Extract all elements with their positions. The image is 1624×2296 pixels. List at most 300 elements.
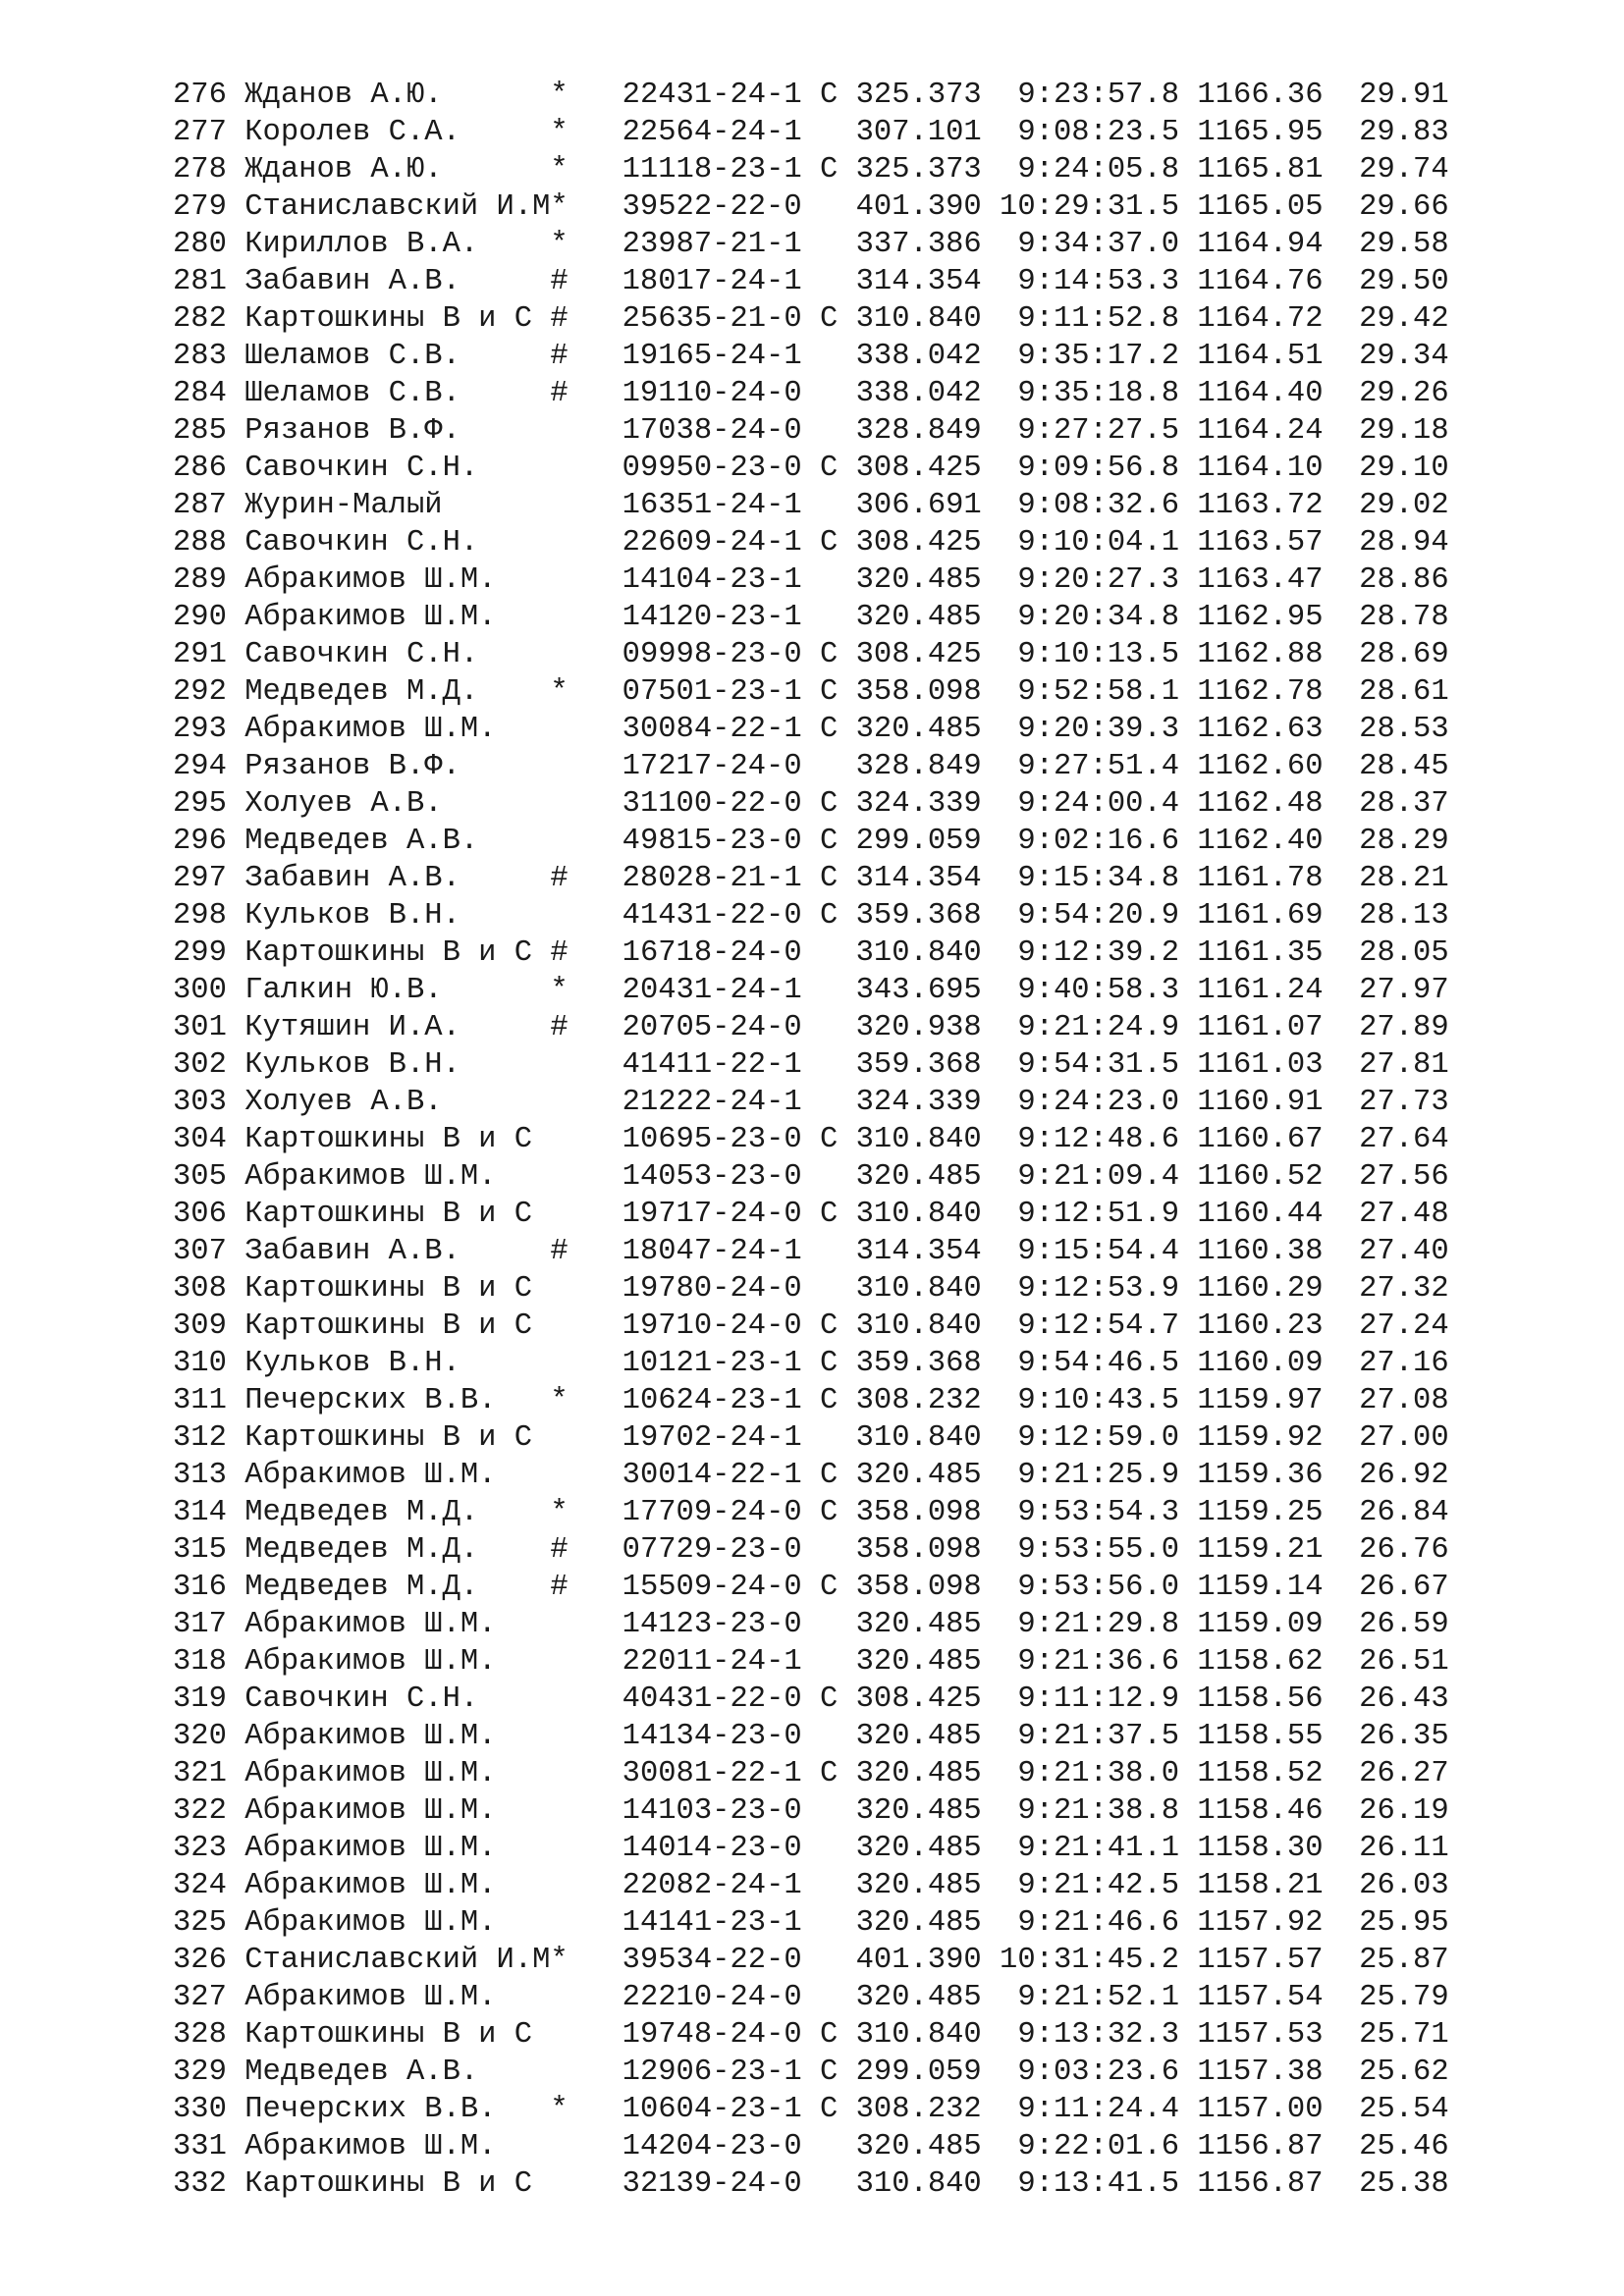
- category-flag: С: [819, 638, 839, 671]
- ring-number: 22431-24-1: [622, 79, 802, 112]
- speed: 1161.35: [1197, 936, 1324, 970]
- arrival-time: 9:54:20.9: [1017, 899, 1180, 933]
- fancier-name: Холуев А.В.: [244, 787, 443, 821]
- points: 29.83: [1359, 116, 1449, 149]
- place-number: 325: [173, 1906, 227, 1940]
- speed: 1158.62: [1197, 1645, 1324, 1679]
- distance: 325.373: [855, 153, 982, 187]
- place-number: 279: [173, 190, 227, 224]
- points: 29.18: [1359, 414, 1449, 448]
- points: 29.26: [1359, 377, 1449, 410]
- fancier-name: Рязанов В.Ф.: [244, 750, 460, 783]
- table-row: [173, 1792, 1449, 1830]
- points: 27.81: [1359, 1048, 1449, 1082]
- points: 25.71: [1359, 2018, 1449, 2052]
- place-number: 315: [173, 1533, 227, 1567]
- arrival-time: 9:12:51.9: [1017, 1198, 1180, 1231]
- arrival-time: 9:03:23.6: [1017, 2056, 1180, 2089]
- points: 25.87: [1359, 1944, 1449, 1977]
- speed: 1160.44: [1197, 1198, 1324, 1231]
- fancier-name: Забавин А.В.: [244, 862, 460, 895]
- place-number: 287: [173, 489, 227, 522]
- arrival-time: 9:12:54.7: [1017, 1309, 1180, 1343]
- table-row: [173, 412, 1449, 450]
- speed: 1159.36: [1197, 1459, 1324, 1492]
- ring-number: 14104-23-1: [622, 563, 802, 597]
- category-flag: С: [819, 2093, 839, 2126]
- place-number: 304: [173, 1123, 227, 1156]
- speed: 1160.91: [1197, 1086, 1324, 1119]
- arrival-time: 9:13:32.3: [1017, 2018, 1180, 2052]
- arrival-time: 9:02:16.6: [1017, 825, 1180, 858]
- ring-number: 23987-21-1: [622, 228, 802, 261]
- place-number: 313: [173, 1459, 227, 1492]
- ring-number: 07729-23-0: [622, 1533, 802, 1567]
- table-row: [173, 1196, 1449, 1233]
- speed: 1165.05: [1197, 190, 1324, 224]
- points: 27.08: [1359, 1384, 1449, 1417]
- table-row: [173, 1046, 1449, 1084]
- points: 28.53: [1359, 713, 1449, 746]
- fancier-name: Жданов А.Ю.: [244, 79, 443, 112]
- arrival-time: 9:20:39.3: [1017, 713, 1180, 746]
- arrival-time: 9:08:23.5: [1017, 116, 1180, 149]
- distance: 337.386: [855, 228, 982, 261]
- entry-mark: *: [550, 153, 568, 187]
- fancier-name: Савочкин С.Н.: [244, 1682, 479, 1716]
- fancier-name: Кутяшин И.А.: [244, 1011, 460, 1044]
- place-number: 307: [173, 1235, 227, 1268]
- distance: 308.232: [855, 1384, 982, 1417]
- distance: 359.368: [855, 899, 982, 933]
- fancier-name: Картошкины В и С: [244, 1198, 533, 1231]
- fancier-name: Картошкины В и С: [244, 1421, 533, 1455]
- distance: 324.339: [855, 787, 982, 821]
- distance: 310.840: [855, 2167, 982, 2201]
- place-number: 295: [173, 787, 227, 821]
- fancier-name: Рязанов В.Ф.: [244, 414, 460, 448]
- distance: 307.101: [855, 116, 982, 149]
- table-row: [173, 77, 1449, 114]
- place-number: 306: [173, 1198, 227, 1231]
- ring-number: 14053-23-0: [622, 1160, 802, 1194]
- table-row: [173, 1569, 1449, 1606]
- table-row: [173, 1867, 1449, 1904]
- points: 26.84: [1359, 1496, 1449, 1529]
- fancier-name: Абракимов Ш.М.: [244, 1906, 497, 1940]
- category-flag: С: [819, 862, 839, 895]
- points: 26.19: [1359, 1794, 1449, 1828]
- points: 29.58: [1359, 228, 1449, 261]
- category-flag: С: [819, 2056, 839, 2089]
- distance: 299.059: [855, 2056, 982, 2089]
- table-row: [173, 785, 1449, 823]
- fancier-name: Картошкины В и С: [244, 1309, 533, 1343]
- fancier-name: Картошкины В и С: [244, 302, 533, 336]
- table-row: [173, 1158, 1449, 1196]
- arrival-time: 9:27:27.5: [1017, 414, 1180, 448]
- points: 27.56: [1359, 1160, 1449, 1194]
- speed: 1164.76: [1197, 265, 1324, 298]
- points: 27.00: [1359, 1421, 1449, 1455]
- entry-mark: *: [550, 675, 568, 709]
- table-row: [173, 599, 1449, 636]
- arrival-time: 9:21:46.6: [1017, 1906, 1180, 1940]
- points: 29.42: [1359, 302, 1449, 336]
- distance: 308.425: [855, 526, 982, 560]
- category-flag: С: [819, 1496, 839, 1529]
- place-number: 297: [173, 862, 227, 895]
- category-flag: С: [819, 1571, 839, 1604]
- ring-number: 14014-23-0: [622, 1832, 802, 1865]
- points: 27.32: [1359, 1272, 1449, 1306]
- table-row: [173, 1979, 1449, 2016]
- fancier-name: Жданов А.Ю.: [244, 153, 443, 187]
- place-number: 311: [173, 1384, 227, 1417]
- points: 29.50: [1359, 265, 1449, 298]
- place-number: 296: [173, 825, 227, 858]
- fancier-name: Абракимов Ш.М.: [244, 1981, 497, 2014]
- entry-mark: #: [550, 265, 568, 298]
- arrival-time: 9:53:56.0: [1017, 1571, 1180, 1604]
- ring-number: 25635-21-0: [622, 302, 802, 336]
- place-number: 284: [173, 377, 227, 410]
- ring-number: 17038-24-0: [622, 414, 802, 448]
- ring-number: 07501-23-1: [622, 675, 802, 709]
- place-number: 323: [173, 1832, 227, 1865]
- speed: 1162.88: [1197, 638, 1324, 671]
- table-row: [173, 1681, 1449, 1718]
- entry-mark: *: [550, 190, 568, 224]
- place-number: 312: [173, 1421, 227, 1455]
- distance: 320.485: [855, 1869, 982, 1902]
- speed: 1162.78: [1197, 675, 1324, 709]
- arrival-time: 9:15:54.4: [1017, 1235, 1180, 1268]
- ring-number: 16351-24-1: [622, 489, 802, 522]
- arrival-time: 9:21:25.9: [1017, 1459, 1180, 1492]
- distance: 324.339: [855, 1086, 982, 1119]
- place-number: 302: [173, 1048, 227, 1082]
- fancier-name: Печерских В.В.: [244, 2093, 497, 2126]
- fancier-name: Медведев М.Д.: [244, 675, 479, 709]
- category-flag: С: [819, 153, 839, 187]
- points: 28.37: [1359, 787, 1449, 821]
- place-number: 308: [173, 1272, 227, 1306]
- points: 26.67: [1359, 1571, 1449, 1604]
- fancier-name: Абракимов Ш.М.: [244, 1459, 497, 1492]
- distance: 308.232: [855, 2093, 982, 2126]
- speed: 1159.97: [1197, 1384, 1324, 1417]
- place-number: 286: [173, 452, 227, 485]
- place-number: 290: [173, 601, 227, 634]
- distance: 310.840: [855, 1272, 982, 1306]
- place-number: 280: [173, 228, 227, 261]
- fancier-name: Савочкин С.Н.: [244, 526, 479, 560]
- speed: 1162.40: [1197, 825, 1324, 858]
- speed: 1158.55: [1197, 1720, 1324, 1753]
- distance: 320.485: [855, 1832, 982, 1865]
- table-row: [173, 1084, 1449, 1121]
- place-number: 316: [173, 1571, 227, 1604]
- speed: 1165.81: [1197, 153, 1324, 187]
- arrival-time: 9:53:54.3: [1017, 1496, 1180, 1529]
- speed: 1159.21: [1197, 1533, 1324, 1567]
- ring-number: 19165-24-1: [622, 340, 802, 373]
- table-row: [173, 1419, 1449, 1457]
- place-number: 305: [173, 1160, 227, 1194]
- fancier-name: Абракимов Ш.М.: [244, 1645, 497, 1679]
- points: 29.02: [1359, 489, 1449, 522]
- entry-mark: #: [550, 377, 568, 410]
- distance: 320.485: [855, 1720, 982, 1753]
- fancier-name: Абракимов Ш.М.: [244, 1794, 497, 1828]
- speed: 1160.67: [1197, 1123, 1324, 1156]
- arrival-time: 9:21:41.1: [1017, 1832, 1180, 1865]
- distance: 310.840: [855, 1198, 982, 1231]
- points: 27.24: [1359, 1309, 1449, 1343]
- points: 29.10: [1359, 452, 1449, 485]
- ring-number: 14141-23-1: [622, 1906, 802, 1940]
- distance: 310.840: [855, 302, 982, 336]
- arrival-time: 9:11:24.4: [1017, 2093, 1180, 2126]
- ring-number: 10624-23-1: [622, 1384, 802, 1417]
- arrival-time: 10:29:31.5: [1000, 190, 1180, 224]
- distance: 320.485: [855, 1160, 982, 1194]
- points: 27.16: [1359, 1347, 1449, 1380]
- points: 28.45: [1359, 750, 1449, 783]
- table-row: [173, 338, 1449, 375]
- entry-mark: *: [550, 974, 568, 1007]
- table-row: [173, 2128, 1449, 2165]
- category-flag: С: [819, 787, 839, 821]
- table-row: [173, 1121, 1449, 1158]
- table-row: [173, 1494, 1449, 1531]
- entry-mark: #: [550, 1235, 568, 1268]
- place-number: 318: [173, 1645, 227, 1679]
- table-row: [173, 375, 1449, 412]
- fancier-name: Холуев А.В.: [244, 1086, 443, 1119]
- points: 28.86: [1359, 563, 1449, 597]
- distance: 401.390: [855, 190, 982, 224]
- arrival-time: 9:24:05.8: [1017, 153, 1180, 187]
- speed: 1158.30: [1197, 1832, 1324, 1865]
- speed: 1161.78: [1197, 862, 1324, 895]
- results-table: [173, 77, 1449, 2203]
- place-number: 322: [173, 1794, 227, 1828]
- table-row: [173, 2165, 1449, 2203]
- distance: 314.354: [855, 265, 982, 298]
- points: 28.13: [1359, 899, 1449, 933]
- fancier-name: Абракимов Ш.М.: [244, 1832, 497, 1865]
- arrival-time: 9:12:59.0: [1017, 1421, 1180, 1455]
- ring-number: 31100-22-0: [622, 787, 802, 821]
- category-flag: С: [819, 1347, 839, 1380]
- ring-number: 19780-24-0: [622, 1272, 802, 1306]
- arrival-time: 9:35:18.8: [1017, 377, 1180, 410]
- table-row: [173, 636, 1449, 673]
- distance: 320.485: [855, 713, 982, 746]
- speed: 1157.53: [1197, 2018, 1324, 2052]
- place-number: 288: [173, 526, 227, 560]
- arrival-time: 9:14:53.3: [1017, 265, 1180, 298]
- distance: 310.840: [855, 2018, 982, 2052]
- category-flag: С: [819, 713, 839, 746]
- entry-mark: *: [550, 1496, 568, 1529]
- table-row: [173, 934, 1449, 972]
- place-number: 321: [173, 1757, 227, 1790]
- arrival-time: 9:24:23.0: [1017, 1086, 1180, 1119]
- place-number: 294: [173, 750, 227, 783]
- points: 26.43: [1359, 1682, 1449, 1716]
- place-number: 319: [173, 1682, 227, 1716]
- distance: 320.485: [855, 1981, 982, 2014]
- ring-number: 14103-23-0: [622, 1794, 802, 1828]
- distance: 325.373: [855, 79, 982, 112]
- distance: 320.485: [855, 1794, 982, 1828]
- fancier-name: Шеламов С.В.: [244, 377, 460, 410]
- table-row: [173, 450, 1449, 487]
- arrival-time: 9:13:41.5: [1017, 2167, 1180, 2201]
- speed: 1166.36: [1197, 79, 1324, 112]
- fancier-name: Картошкины В и С: [244, 2018, 533, 2052]
- speed: 1158.52: [1197, 1757, 1324, 1790]
- distance: 320.485: [855, 1459, 982, 1492]
- fancier-name: Абракимов Ш.М.: [244, 1720, 497, 1753]
- fancier-name: Савочкин С.Н.: [244, 452, 479, 485]
- arrival-time: 9:21:24.9: [1017, 1011, 1180, 1044]
- distance: 310.840: [855, 1309, 982, 1343]
- table-row: [173, 188, 1449, 226]
- ring-number: 22011-24-1: [622, 1645, 802, 1679]
- place-number: 301: [173, 1011, 227, 1044]
- fancier-name: Шеламов С.В.: [244, 340, 460, 373]
- distance: 328.849: [855, 414, 982, 448]
- points: 28.29: [1359, 825, 1449, 858]
- place-number: 331: [173, 2130, 227, 2163]
- category-flag: С: [819, 1757, 839, 1790]
- speed: 1159.92: [1197, 1421, 1324, 1455]
- fancier-name: Картошкины В и С: [244, 1272, 533, 1306]
- speed: 1164.51: [1197, 340, 1324, 373]
- category-flag: С: [819, 302, 839, 336]
- distance: 358.098: [855, 1533, 982, 1567]
- table-row: [173, 151, 1449, 188]
- table-row: [173, 972, 1449, 1009]
- ring-number: 39522-22-0: [622, 190, 802, 224]
- table-row: [173, 300, 1449, 338]
- speed: 1159.25: [1197, 1496, 1324, 1529]
- speed: 1163.57: [1197, 526, 1324, 560]
- table-row: [173, 263, 1449, 300]
- points: 28.05: [1359, 936, 1449, 970]
- arrival-time: 9:12:53.9: [1017, 1272, 1180, 1306]
- arrival-time: 9:20:27.3: [1017, 563, 1180, 597]
- category-flag: С: [819, 452, 839, 485]
- ring-number: 32139-24-0: [622, 2167, 802, 2201]
- ring-number: 14134-23-0: [622, 1720, 802, 1753]
- table-row: [173, 1904, 1449, 1942]
- table-row: [173, 673, 1449, 711]
- table-row: [173, 823, 1449, 860]
- place-number: 291: [173, 638, 227, 671]
- points: 28.78: [1359, 601, 1449, 634]
- speed: 1164.94: [1197, 228, 1324, 261]
- place-number: 292: [173, 675, 227, 709]
- distance: 308.425: [855, 452, 982, 485]
- place-number: 293: [173, 713, 227, 746]
- fancier-name: Станиславский И.М: [244, 1944, 551, 1977]
- arrival-time: 9:20:34.8: [1017, 601, 1180, 634]
- place-number: 283: [173, 340, 227, 373]
- distance: 359.368: [855, 1347, 982, 1380]
- arrival-time: 9:52:58.1: [1017, 675, 1180, 709]
- table-row: [173, 2091, 1449, 2128]
- fancier-name: Забавин А.В.: [244, 265, 460, 298]
- distance: 343.695: [855, 974, 982, 1007]
- ring-number: 40431-22-0: [622, 1682, 802, 1716]
- entry-mark: #: [550, 1011, 568, 1044]
- points: 25.38: [1359, 2167, 1449, 2201]
- ring-number: 14120-23-1: [622, 601, 802, 634]
- entry-mark: #: [550, 936, 568, 970]
- points: 26.92: [1359, 1459, 1449, 1492]
- speed: 1158.56: [1197, 1682, 1324, 1716]
- place-number: 327: [173, 1981, 227, 2014]
- fancier-name: Абракимов Ш.М.: [244, 2130, 497, 2163]
- points: 27.40: [1359, 1235, 1449, 1268]
- points: 28.21: [1359, 862, 1449, 895]
- place-number: 278: [173, 153, 227, 187]
- speed: 1161.69: [1197, 899, 1324, 933]
- distance: 308.425: [855, 638, 982, 671]
- points: 29.66: [1359, 190, 1449, 224]
- speed: 1160.09: [1197, 1347, 1324, 1380]
- entry-mark: #: [550, 340, 568, 373]
- arrival-time: 10:31:45.2: [1000, 1944, 1180, 1977]
- points: 27.64: [1359, 1123, 1449, 1156]
- ring-number: 30081-22-1: [622, 1757, 802, 1790]
- arrival-time: 9:21:09.4: [1017, 1160, 1180, 1194]
- entry-mark: *: [550, 1384, 568, 1417]
- speed: 1160.38: [1197, 1235, 1324, 1268]
- fancier-name: Кульков В.Н.: [244, 1048, 460, 1082]
- points: 29.74: [1359, 153, 1449, 187]
- entry-mark: #: [550, 302, 568, 336]
- entry-mark: *: [550, 228, 568, 261]
- fancier-name: Медведев М.Д.: [244, 1571, 479, 1604]
- entry-mark: *: [550, 2093, 568, 2126]
- table-row: [173, 711, 1449, 748]
- place-number: 289: [173, 563, 227, 597]
- points: 28.61: [1359, 675, 1449, 709]
- points: 27.48: [1359, 1198, 1449, 1231]
- table-row: [173, 897, 1449, 934]
- table-row: [173, 860, 1449, 897]
- ring-number: 22210-24-0: [622, 1981, 802, 2014]
- ring-number: 14204-23-0: [622, 2130, 802, 2163]
- ring-number: 22609-24-1: [622, 526, 802, 560]
- speed: 1164.10: [1197, 452, 1324, 485]
- entry-mark: *: [550, 116, 568, 149]
- category-flag: С: [819, 1682, 839, 1716]
- fancier-name: Кульков В.Н.: [244, 899, 460, 933]
- distance: 314.354: [855, 862, 982, 895]
- entry-mark: #: [550, 1533, 568, 1567]
- ring-number: 10121-23-1: [622, 1347, 802, 1380]
- arrival-time: 9:21:52.1: [1017, 1981, 1180, 2014]
- ring-number: 41431-22-0: [622, 899, 802, 933]
- table-row: [173, 1643, 1449, 1681]
